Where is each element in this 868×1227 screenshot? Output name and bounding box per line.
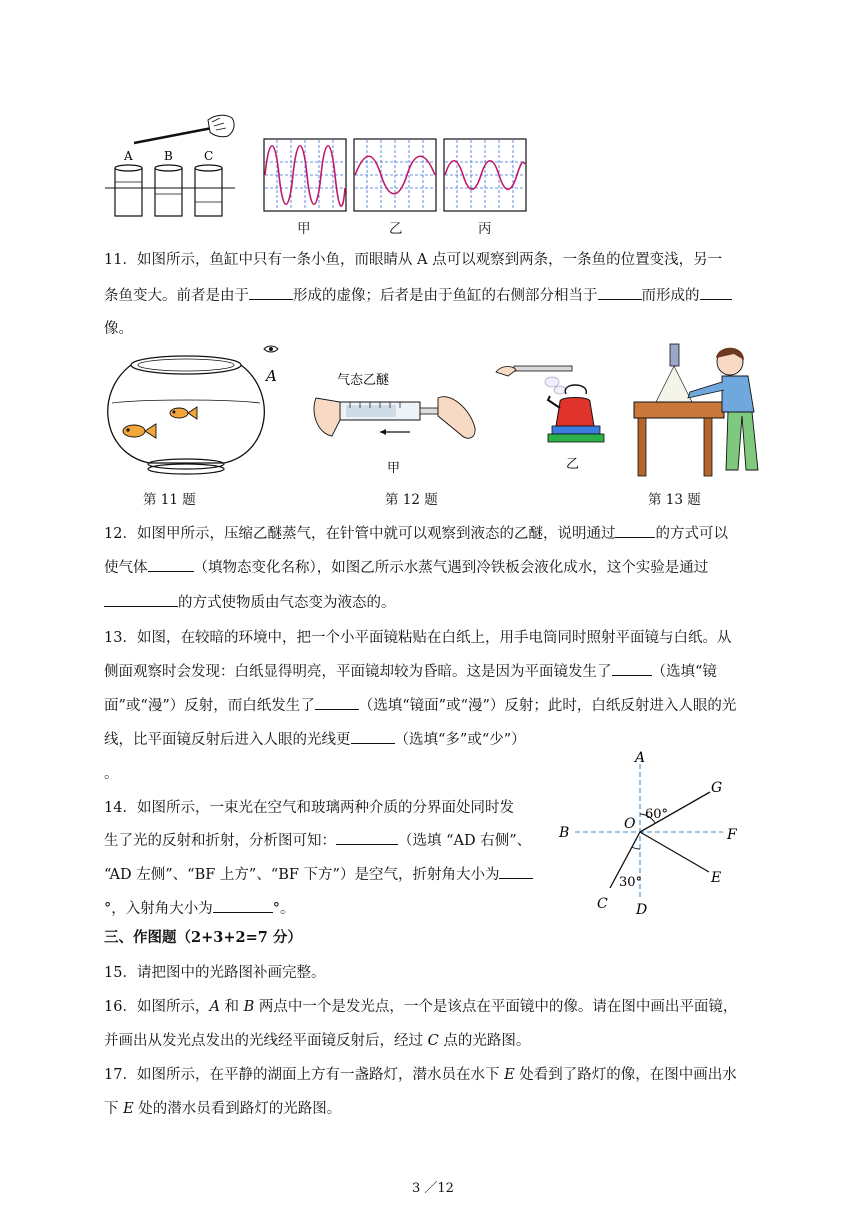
waveform-jia: [263, 138, 347, 212]
waveform-yi: [353, 138, 437, 212]
waveform-label-bing: 丙: [478, 221, 492, 237]
q13-blank-2[interactable]: [315, 695, 359, 710]
diagram-label-c: C: [597, 896, 608, 912]
diagram-label-o: O: [624, 816, 636, 832]
section-3-heading: 三、作图题（2+3+2=7 分）: [104, 929, 302, 946]
q16-line1: 16．如图所示，A 和 B 两点中一个是发光点，一个是该点在平面镜中的像。请在图中画出平面镜，: [104, 999, 738, 1015]
q12-line3: 的方式使物质由气态变为液态的。: [104, 591, 396, 612]
q14-blank-2[interactable]: [499, 864, 533, 879]
q13-blank-1[interactable]: [612, 661, 652, 676]
q12-blank-1[interactable]: [615, 523, 655, 538]
q14-blank-3[interactable]: [213, 898, 273, 913]
q14-line1: 14．如图所示，一束光在空气和玻璃两种介质的分界面处同时发: [104, 800, 514, 816]
beaker-figure: [100, 108, 245, 223]
q11-line3: 像。: [104, 321, 133, 337]
diagram-angle-30: 30°: [619, 875, 643, 890]
q17-line1: 17．如图所示，在平静的湖面上方有一盏路灯，潜水员在水下 E 处看到了路灯的像，在图中画出水: [104, 1067, 737, 1083]
diagram-label-d: D: [636, 902, 648, 918]
q11-blank-3[interactable]: [700, 285, 732, 300]
q11-blank-2[interactable]: [598, 285, 642, 300]
diagram-label-b: B: [559, 825, 570, 841]
q14-line3: “AD 左侧”、“BF 上方”、“BF 下方”）是空气，折射角大小为: [104, 863, 533, 884]
page-number: 3 ／12: [412, 1181, 454, 1196]
diagram-label-f: F: [727, 827, 737, 843]
q14-line4: °，入射角大小为 °。: [104, 897, 295, 918]
q13-blank-3[interactable]: [351, 729, 395, 744]
beaker-label-a: A: [124, 149, 133, 163]
waveform-label-yi: 乙: [389, 221, 403, 237]
q13-line2: 侧面观察时会发现：白纸显得明亮，平面镜却较为昏暗。这是因为平面镜发生了 （选填“镜: [104, 660, 717, 681]
caption-q13: 第 13 题: [648, 492, 701, 508]
q12-line1: 12．如图甲所示，压缩乙醚蒸气，在针管中就可以观察到液态的乙醚，说明通过 的方式可以: [104, 522, 728, 543]
caption-q12: 第 12 题: [385, 492, 438, 508]
q11-blank-1[interactable]: [249, 285, 293, 300]
syringe-figure: [310, 368, 490, 480]
syringe-title: 气态乙醚: [337, 373, 390, 388]
fishbowl-figure: [104, 343, 284, 478]
q14-line2: 生了光的反射和折射，分析图可知： （选填 “AD 右侧”、: [104, 829, 531, 850]
q15-line1: 15．请把图中的光路图补画完整。: [104, 965, 326, 981]
kettle-label-yi: 乙: [566, 457, 580, 472]
q13-line4: 线，比平面镜反射后进入人眼的光线更 （选填“多”或“少”）: [104, 728, 526, 749]
q12-blank-3[interactable]: [104, 592, 178, 607]
diagram-label-a: A: [635, 750, 646, 766]
q13-line5: 。: [104, 766, 119, 782]
waveform-label-jia: 甲: [297, 221, 311, 237]
q14-blank-1[interactable]: [336, 830, 398, 845]
caption-q11: 第 11 题: [143, 492, 196, 508]
q13-line3: 面”或“漫”）反射，而白纸发生了 （选填“镜面”或“漫”）反射；此时，白纸反射进入人眼的光: [104, 694, 736, 715]
light-path-diagram-q14: [553, 748, 753, 923]
beaker-label-c: C: [204, 149, 214, 163]
flashlight-boy-figure: [630, 340, 770, 480]
syringe-label-jia: 甲: [387, 461, 401, 476]
diagram-label-e: E: [711, 870, 722, 886]
diagram-label-g: G: [711, 780, 723, 796]
waveform-bing: [443, 138, 527, 212]
q13-line1: 13．如图，在较暗的环境中，把一个小平面镜粘贴在白纸上，用手电筒同时照射平面镜与白纸。从: [104, 630, 732, 646]
q12-blank-2[interactable]: [148, 557, 194, 572]
q11-line2: 条鱼变大。前者是由于 形成的虚像；后者是由于鱼缸的右侧部分相当于 而形成的: [104, 284, 732, 305]
q17-line2: 下 E 处的潜水员看到路灯的光路图。: [104, 1101, 342, 1117]
q12-line2: 使气体 （填物态变化名称），如图乙所示水蒸气遇到冷铁板会液化成水，这个实验是通过: [104, 556, 708, 577]
diagram-angle-60: 60°: [645, 807, 669, 822]
q11-line1: 11．如图所示，鱼缸中只有一条小鱼，而眼睛从 A 点可以观察到两条，一条鱼的位置变浅，另一: [104, 252, 723, 268]
beaker-label-b: B: [164, 149, 173, 163]
q16-line2: 并画出从发光点发出的光线经平面镜反射后，经过 C 点的光路图。: [104, 1033, 531, 1049]
fishbowl-point-a: A: [266, 367, 277, 385]
kettle-figure: [494, 360, 618, 480]
